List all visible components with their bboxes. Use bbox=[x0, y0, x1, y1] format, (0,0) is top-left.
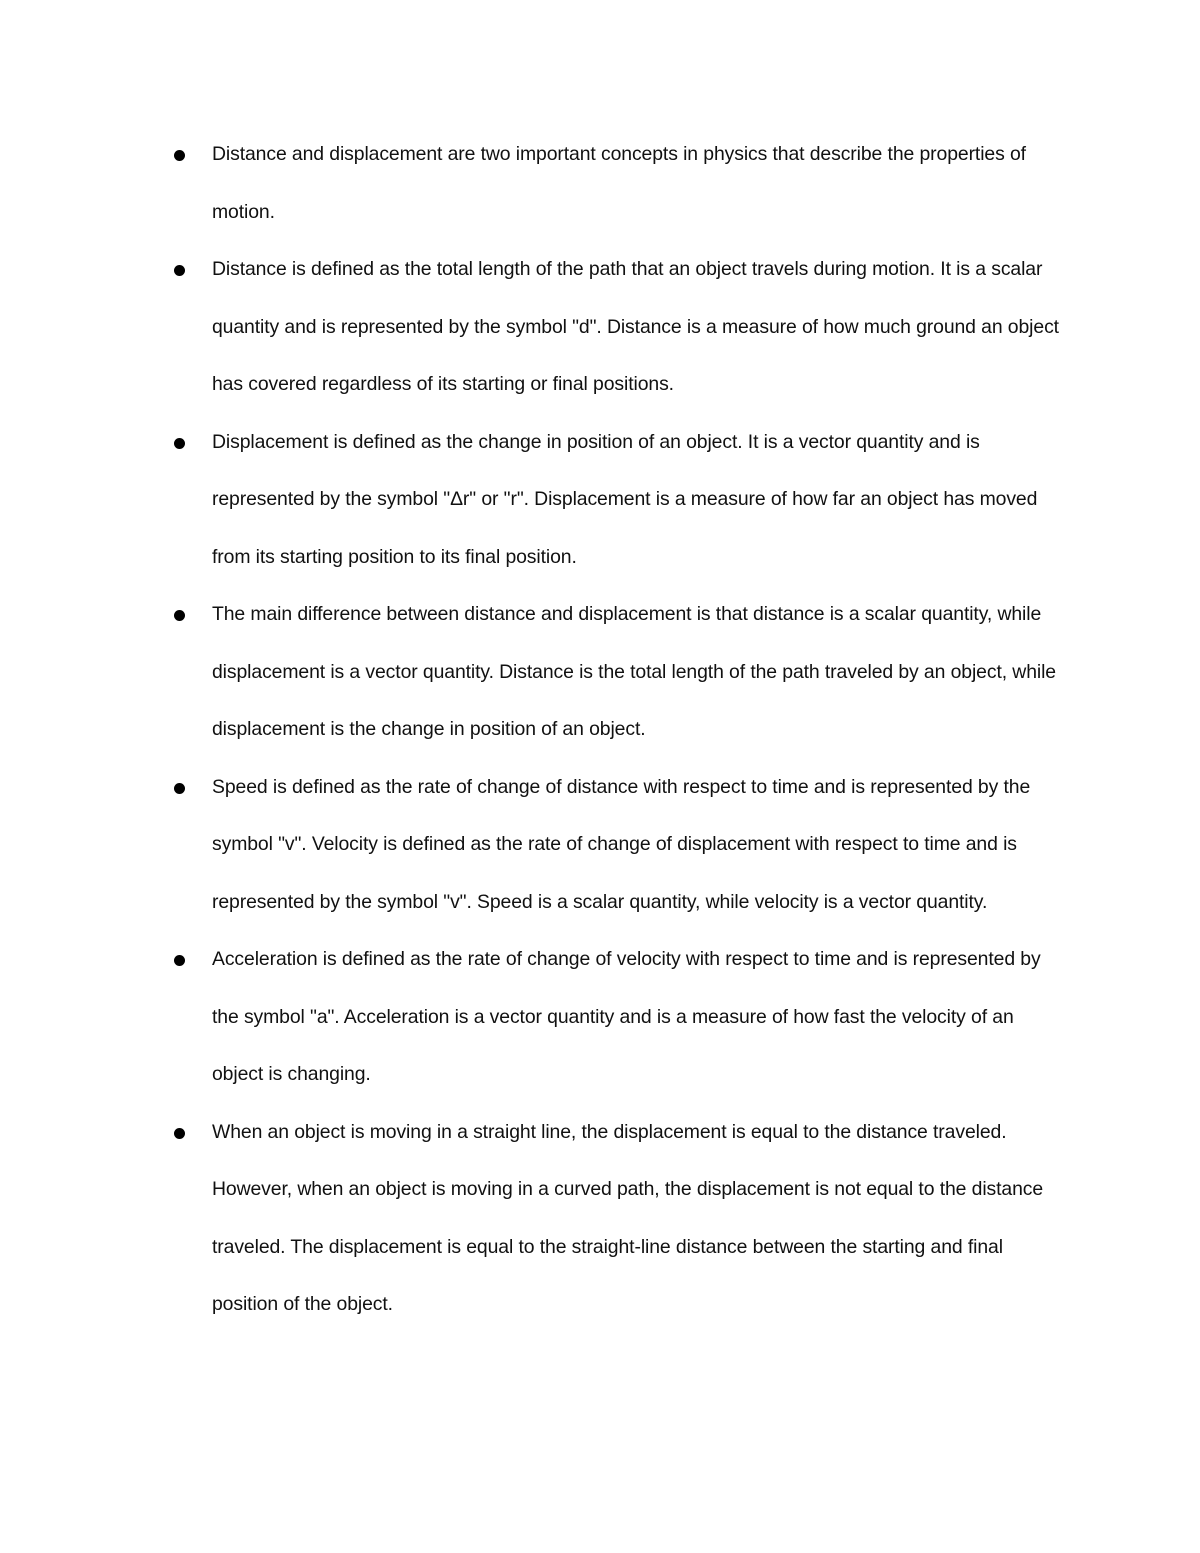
bullet-dot-icon bbox=[174, 783, 185, 794]
list-item-text: Acceleration is defined as the rate of change of velocity with respect to time and is represented by the symbol "a". Acceleration is a vector quantity and is a measure of how fast the velocity of an object is changing. bbox=[212, 948, 1041, 1085]
bullet-dot-icon bbox=[174, 265, 185, 276]
list-item-text: When an object is moving in a straight line, the displacement is equal to the distance traveled. However, when an object is moving in a curved path, the displacement is not equal to the distance traveled. The displacement is equal to the straight-line distance between the starting and final position of the object. bbox=[212, 1120, 1044, 1315]
list-item bbox=[168, 1104, 1068, 1334]
list-item-text: Displacement is defined as the change in position of an object. It is a vector quantity and is represented by the symbol "Δr" or "r". Displacement is a measure of how far an object has moved from its starting position to its final position. bbox=[212, 430, 1038, 568]
list-item-text: Speed is defined as the rate of change of distance with respect to time and is represented by the symbol "v". Velocity is defined as the rate of change of displacement with respect to time and is represented by the symbol "v". Speed is a scalar quantity, while velocity is a vector quantity. bbox=[212, 775, 1031, 913]
list-item bbox=[168, 931, 1068, 1104]
bullet-dot-icon bbox=[174, 955, 185, 966]
list-item bbox=[168, 414, 1068, 587]
list-item-text: Distance and displacement are two important concepts in physics that describe the properties of motion. bbox=[212, 143, 1026, 223]
bullet-dot-icon bbox=[174, 610, 185, 621]
list-item bbox=[168, 759, 1068, 932]
list-item bbox=[168, 241, 1068, 414]
list-item bbox=[168, 586, 1068, 759]
bullet-dot-icon bbox=[174, 150, 185, 161]
list-item bbox=[168, 126, 1068, 241]
list-item-text: Distance is defined as the total length of the path that an object travels during motion. It is a scalar quantity and is represented by the symbol "d". Distance is a measure of how much ground an object has covered regardless of its starting or final positions. bbox=[212, 258, 1059, 395]
bullet-list bbox=[168, 126, 1068, 1334]
bullet-dot-icon bbox=[174, 1128, 185, 1139]
list-item-text: The main difference between distance and displacement is that distance is a scalar quantity, while displacement is a vector quantity. Distance is the total length of the path traveled by an object, while displacement is the change in position of an object. bbox=[212, 603, 1056, 740]
bullet-dot-icon bbox=[174, 438, 185, 449]
